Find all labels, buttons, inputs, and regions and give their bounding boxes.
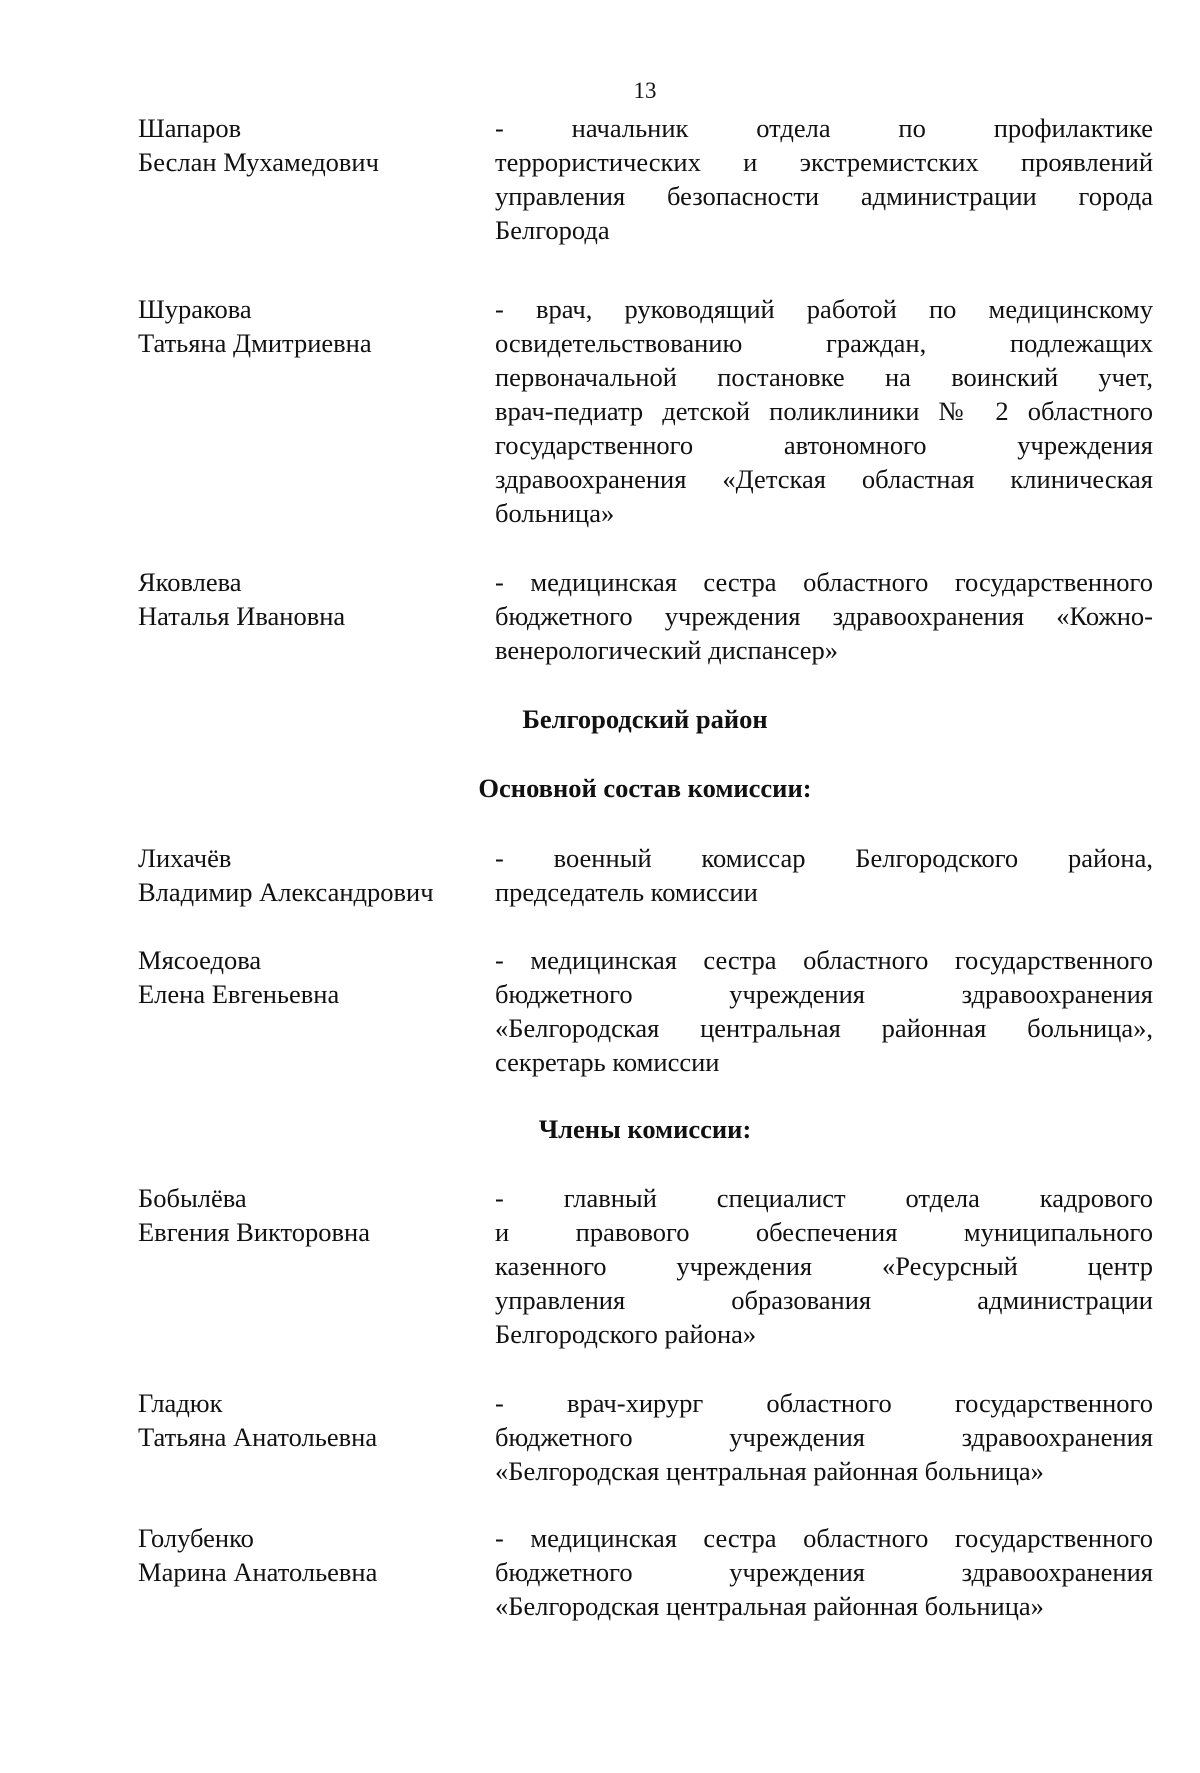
position-line: бюджетного учреждения здравоохранения bbox=[495, 1422, 1153, 1452]
position-line: - военный комиссар Белгородского района, bbox=[495, 843, 1153, 873]
person-given-name: Владимир Александрович bbox=[138, 877, 434, 907]
position-line: - врач-хирург областного государственного bbox=[495, 1388, 1153, 1418]
position-line: управления образования администрации bbox=[495, 1285, 1153, 1315]
position-line: здравоохранения «Детская областная клиническая bbox=[495, 464, 1153, 494]
section-heading-district: Белгородский район bbox=[522, 704, 768, 734]
person-given-name: Татьяна Дмитриевна bbox=[138, 328, 372, 358]
person-surname: Гладюк bbox=[138, 1388, 223, 1418]
position-line: Белгорода bbox=[495, 215, 610, 245]
person-name bbox=[138, 292, 478, 360]
position-line: управления безопасности администрации города bbox=[495, 181, 1153, 211]
position-line: освидетельствованию граждан, подлежащих bbox=[495, 328, 1153, 358]
position-line: террористических и экстремистских проявлений bbox=[495, 147, 1153, 177]
person-position bbox=[495, 565, 1153, 667]
position-line: больница» bbox=[495, 498, 615, 528]
person-name bbox=[138, 841, 478, 909]
person-position bbox=[495, 841, 1153, 909]
person-name bbox=[138, 943, 478, 1011]
person-position bbox=[495, 1181, 1153, 1351]
position-line: первоначальной постановке на воинский учет, bbox=[495, 362, 1153, 392]
person-given-name: Беслан Мухамедович bbox=[138, 147, 379, 177]
person-surname: Лихачёв bbox=[138, 843, 232, 873]
person-surname: Шуракова bbox=[138, 294, 252, 324]
person-position bbox=[495, 943, 1153, 1079]
person-position bbox=[495, 1386, 1153, 1488]
person-surname: Мясоедова bbox=[138, 945, 262, 975]
person-position bbox=[495, 111, 1153, 247]
section-heading-members: Члены комиссии: bbox=[538, 1114, 752, 1144]
page-number: 13 bbox=[633, 78, 657, 103]
person-name bbox=[138, 1181, 478, 1249]
position-line: бюджетного учреждения здравоохранения «Кожно- bbox=[495, 601, 1153, 631]
position-line: «Белгородская центральная районная больница», bbox=[495, 1013, 1153, 1043]
position-line: секретарь комиссии bbox=[495, 1047, 720, 1077]
position-line: венерологический диспансер» bbox=[495, 635, 839, 665]
position-line: - медицинская сестра областного государственного bbox=[495, 945, 1153, 975]
person-name bbox=[138, 1386, 478, 1454]
position-line: и правового обеспечения муниципального bbox=[495, 1217, 1153, 1247]
position-line: «Белгородская центральная районная больница» bbox=[495, 1591, 1044, 1621]
position-line: бюджетного учреждения здравоохранения bbox=[495, 1557, 1153, 1587]
person-surname: Бобылёва bbox=[138, 1183, 247, 1213]
position-line: врач-педиатр детской поликлиники № 2 областного bbox=[495, 396, 1153, 426]
person-position bbox=[495, 1521, 1153, 1623]
person-given-name: Наталья Ивановна bbox=[138, 601, 346, 631]
person-position bbox=[495, 292, 1153, 530]
person-surname: Шапаров bbox=[138, 113, 242, 143]
person-name bbox=[138, 111, 478, 179]
person-surname: Голубенко bbox=[138, 1523, 254, 1553]
position-line: - врач, руководящий работой по медицинскому bbox=[495, 294, 1153, 324]
person-given-name: Татьяна Анатольевна bbox=[138, 1422, 378, 1452]
person-name bbox=[138, 565, 478, 633]
person-given-name: Марина Анатольевна bbox=[138, 1557, 378, 1587]
position-line: «Белгородская центральная районная больница» bbox=[495, 1456, 1044, 1486]
person-name bbox=[138, 1521, 478, 1589]
section-heading-main-composition: Основной состав комиссии: bbox=[478, 773, 812, 803]
position-line: председатель комиссии bbox=[495, 877, 758, 907]
position-line: государственного автономного учреждения bbox=[495, 430, 1153, 460]
position-line: бюджетного учреждения здравоохранения bbox=[495, 979, 1153, 1009]
position-line: - медицинская сестра областного государственного bbox=[495, 1523, 1153, 1553]
position-line: - начальник отдела по профилактике bbox=[495, 113, 1153, 143]
person-surname: Яковлева bbox=[138, 567, 242, 597]
position-line: - медицинская сестра областного государственного bbox=[495, 567, 1153, 597]
position-line: Белгородского района» bbox=[495, 1319, 757, 1349]
person-given-name: Елена Евгеньевна bbox=[138, 979, 340, 1009]
person-given-name: Евгения Викторовна bbox=[138, 1217, 370, 1247]
position-line: казенного учреждения «Ресурсный центр bbox=[495, 1251, 1153, 1281]
position-line: - главный специалист отдела кадрового bbox=[495, 1183, 1153, 1213]
